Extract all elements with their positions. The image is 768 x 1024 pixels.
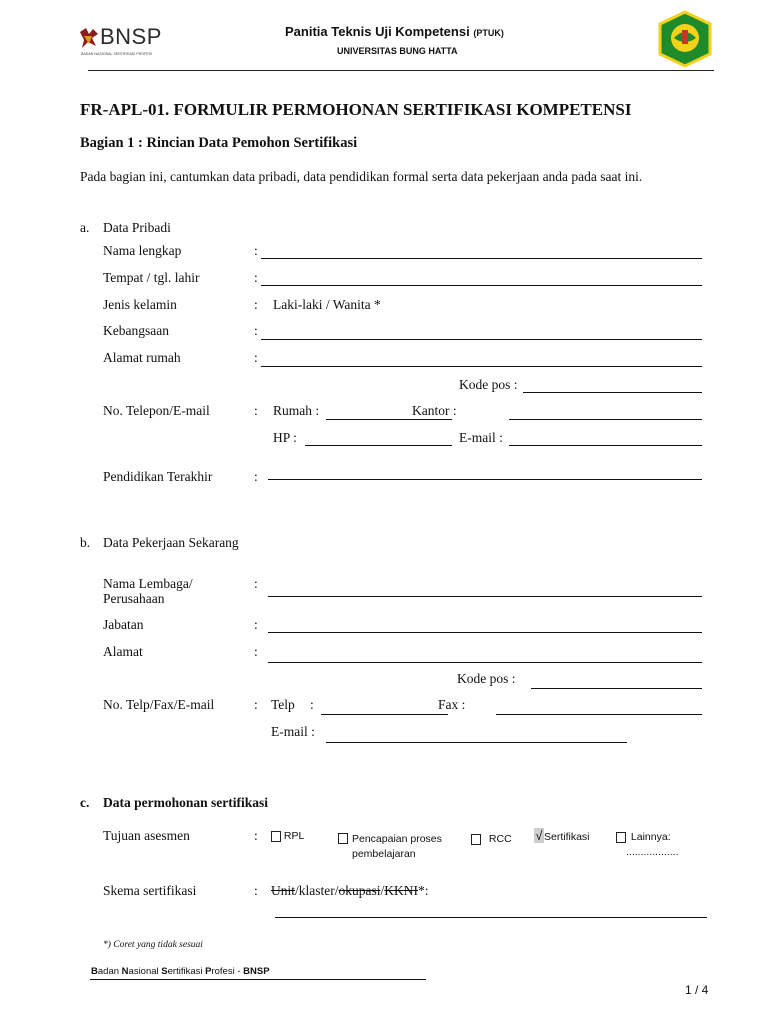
label-mobile: HP : [273, 430, 297, 445]
checkbox-rcc[interactable] [471, 834, 481, 845]
scheme-unit-struck: Unit [271, 883, 296, 898]
footer-initial-p: P [205, 966, 212, 977]
bnsp-logo [78, 24, 168, 60]
option-certification[interactable] [534, 828, 590, 843]
gender-options[interactable]: Laki-laki / Wanita * [273, 297, 381, 312]
bnsp-logo-text: BNSP [100, 24, 162, 49]
option-other[interactable] [616, 830, 679, 860]
label-job-position: Jabatan [103, 617, 144, 632]
colon: : [254, 697, 258, 712]
field-postal-code[interactable] [523, 392, 702, 393]
label-work-address: Alamat [103, 644, 143, 659]
label-organization-line1: Nama Lembaga/ [103, 576, 193, 591]
section-c-heading: Data permohonan sertifikasi [103, 795, 268, 810]
option-learning-achievement[interactable] [338, 832, 442, 862]
footer-text-3: ertifikasi [167, 966, 206, 977]
section-b-marker: b. [80, 535, 91, 550]
option-rcc-label: RCC [488, 833, 512, 845]
label-birth-place-date: Tempat / tgl. lahir [103, 270, 200, 285]
option-rpl[interactable] [271, 830, 304, 842]
section-heading: Bagian 1 : Rincian Data Pemohon Sertifikasi [80, 135, 358, 151]
field-mobile[interactable] [305, 445, 452, 446]
option-learning-achievement-label-1: Pencapaian proses [352, 833, 442, 845]
label-work-email: E-mail : [271, 724, 315, 739]
footer-initial-n: N [121, 966, 129, 977]
colon: : [310, 697, 314, 712]
colon: : [254, 350, 258, 365]
bnsp-emblem-icon [78, 26, 100, 50]
colon: : [254, 403, 258, 418]
colon: : [254, 297, 258, 312]
label-work-fax: Fax : [438, 697, 466, 712]
footnote: *) Coret yang tidak sesuai [103, 940, 203, 950]
option-rcc[interactable] [471, 833, 512, 845]
scheme-suffix: *: [418, 883, 429, 898]
checkbox-other[interactable] [616, 832, 626, 843]
label-full-name: Nama lengkap [103, 243, 182, 258]
footer-rule [90, 979, 426, 980]
label-home-address: Alamat rumah [103, 350, 181, 365]
section-a-marker: a. [80, 220, 90, 235]
field-home-address[interactable] [261, 366, 702, 367]
colon: : [254, 270, 258, 285]
colon: : [254, 883, 258, 898]
field-email[interactable] [509, 445, 702, 446]
label-phone-email: No. Telepon/E-mail [103, 403, 210, 418]
scheme-cluster: /klaster/ [295, 883, 339, 898]
label-office-phone: Kantor : [412, 403, 457, 418]
colon: : [254, 617, 258, 632]
colon: : [254, 323, 258, 338]
field-work-telp[interactable] [321, 714, 448, 715]
label-certification-scheme: Skema sertifikasi [103, 883, 197, 898]
option-other-label: Lainnya: [630, 831, 671, 843]
section-intro: Pada bagian ini, cantumkan data pribadi, data pendidikan formal serta data pekerjaan anda pada saat ini. [80, 169, 643, 184]
field-full-name[interactable] [261, 258, 702, 259]
footer-initial-b: B [91, 966, 98, 977]
field-work-fax[interactable] [496, 714, 702, 715]
colon: : [254, 828, 258, 843]
colon: : [254, 576, 258, 591]
section-b-heading: Data Pekerjaan Sekarang [103, 535, 239, 550]
checkbox-certification-checked-icon[interactable]: √ [535, 828, 543, 843]
footer-text-2: asional [128, 966, 162, 977]
document-title: FR-APL-01. FORMULIR PERMOHONAN SERTIFIKASI KOMPETENSI [80, 100, 632, 119]
bnsp-logo-subtext: BADAN NASIONAL SERTIFIKASI PROFESI [81, 52, 153, 56]
field-home-phone[interactable] [326, 419, 452, 420]
label-work-telp: Telp [271, 697, 295, 712]
colon: : [254, 469, 258, 484]
section-a-heading: Data Pribadi [103, 220, 171, 235]
field-work-address[interactable] [268, 662, 702, 663]
option-rpl-label: RPL [283, 830, 305, 842]
label-nationality: Kebangsaan [103, 323, 169, 338]
header-subtitle: UNIVERSITAS BUNG HATTA [337, 46, 458, 56]
footer-organization [91, 966, 270, 977]
university-emblem-icon [656, 10, 714, 68]
label-postal-code: Kode pos : [459, 377, 518, 392]
field-work-email[interactable] [326, 742, 627, 743]
field-last-education[interactable] [268, 479, 702, 480]
field-job-position[interactable] [268, 632, 702, 633]
label-organization-line2: Perusahaan [103, 591, 165, 606]
label-gender: Jenis kelamin [103, 297, 177, 312]
option-learning-achievement-label-2: pembelajaran [352, 848, 416, 860]
label-assessment-purpose: Tujuan asesmen [103, 828, 190, 843]
label-last-education: Pendidikan Terakhir [103, 469, 213, 484]
checkbox-rpl[interactable] [271, 831, 281, 842]
section-c-marker: c. [80, 795, 90, 810]
field-work-postal-code[interactable] [531, 688, 702, 689]
checkbox-learning-achievement[interactable] [338, 833, 348, 844]
scheme-options[interactable]: Unit/klaster/okupasi/KKNI*: [271, 883, 429, 898]
option-certification-label: Sertifikasi [544, 831, 590, 843]
header-title-main: Panitia Teknis Uji Kompetensi [285, 24, 470, 39]
header-title [285, 24, 504, 39]
label-home-phone: Rumah : [273, 403, 320, 418]
header-title-abbr: (PTUK) [473, 28, 504, 38]
label-work-contact: No. Telp/Fax/E-mail [103, 697, 215, 712]
page-number: 1 / 4 [685, 983, 709, 997]
footer-initial-s: S [161, 966, 168, 977]
scheme-kkni-struck: KKNI [384, 883, 419, 898]
footer-text-4: rofesi - [211, 966, 244, 977]
university-logo [656, 10, 714, 68]
colon: : [254, 243, 258, 258]
header-rule [88, 70, 714, 71]
field-birth-place-date[interactable] [261, 285, 702, 286]
field-office-phone[interactable] [509, 419, 702, 420]
footer-abbr: BNSP [243, 966, 270, 977]
colon: : [254, 644, 258, 659]
label-email: E-mail : [459, 430, 503, 445]
field-nationality[interactable] [261, 339, 702, 340]
field-organization[interactable] [268, 596, 702, 597]
label-work-postal-code: Kode pos : [457, 671, 516, 686]
scheme-occupation-struck: okupasi [338, 883, 381, 898]
field-certification-scheme[interactable] [275, 917, 707, 918]
footer-text-1: adan [97, 966, 122, 977]
field-other-specify[interactable]: .................. [626, 846, 679, 858]
